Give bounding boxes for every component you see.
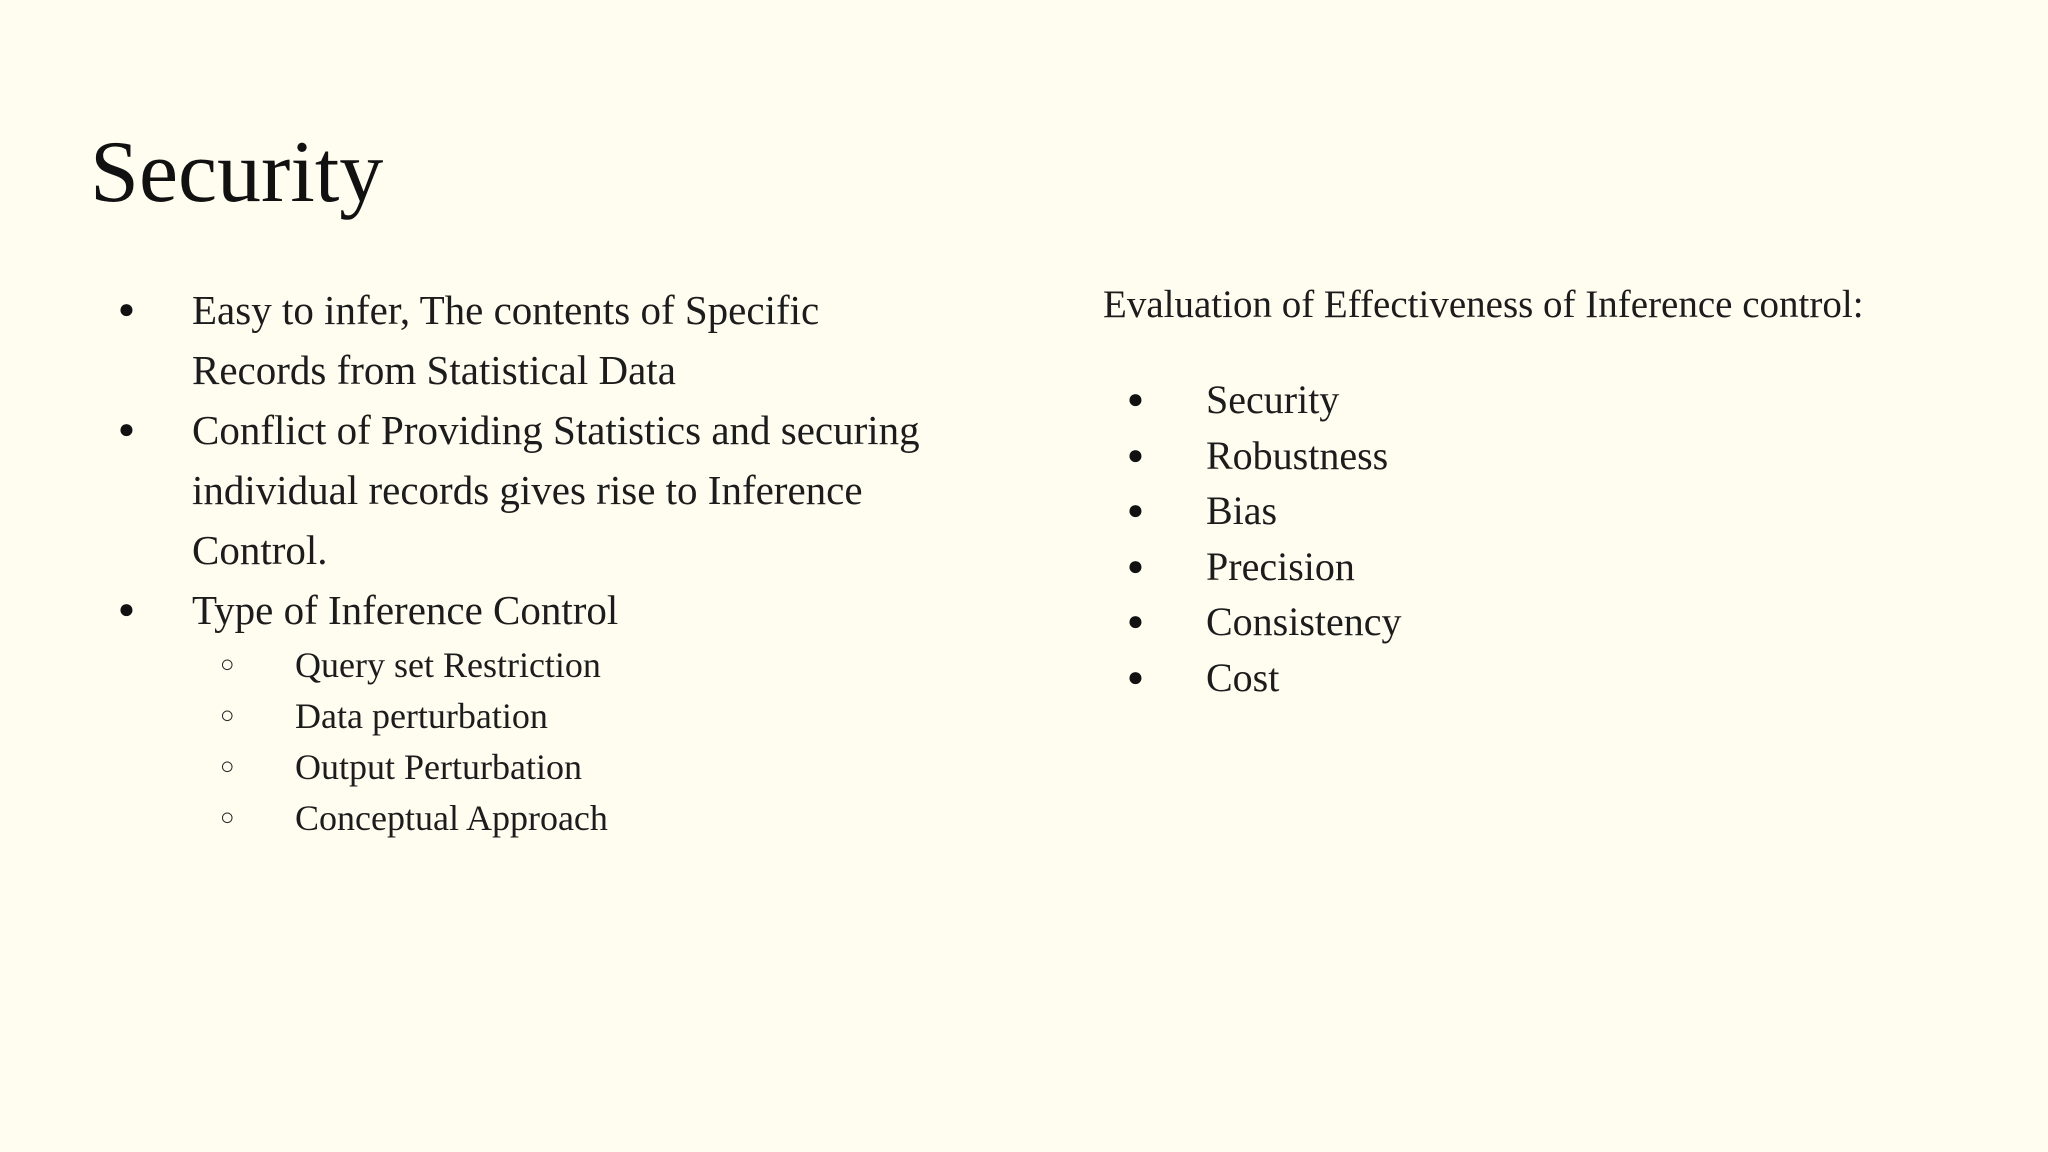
bullet-text: Easy to infer, The contents of Specific Records from Statistical Data bbox=[192, 287, 820, 393]
bullet-text: Consistency bbox=[1206, 599, 1402, 644]
bullet-list bbox=[100, 280, 960, 844]
right-column bbox=[1103, 280, 2003, 705]
sub-list-item bbox=[100, 742, 960, 793]
sub-bullet-text: Query set Restriction bbox=[295, 645, 601, 685]
list-item bbox=[1103, 594, 2003, 650]
circle-bullet-icon: ○ bbox=[220, 703, 235, 729]
bullet-icon: ● bbox=[1127, 606, 1144, 637]
sub-bullet-text: Data perturbation bbox=[295, 696, 548, 736]
bullet-icon: ● bbox=[118, 414, 135, 445]
bullet-icon: ● bbox=[1127, 384, 1144, 415]
bullet-text: Type of Inference Control bbox=[192, 587, 619, 633]
bullet-text: Security bbox=[1206, 377, 1340, 422]
list-item bbox=[1103, 483, 2003, 539]
sub-bullet-text: Output Perturbation bbox=[295, 747, 582, 787]
bullet-text: Bias bbox=[1206, 488, 1278, 533]
sub-list-item bbox=[100, 640, 960, 691]
bullet-text: Conflict of Providing Statistics and securing individual records gives rise to Inference Control. bbox=[192, 407, 920, 573]
bullet-text: Cost bbox=[1206, 654, 1280, 700]
list-item bbox=[1103, 539, 2003, 595]
bullet-icon: ● bbox=[1127, 550, 1144, 582]
list-item bbox=[1103, 428, 2003, 484]
list-item bbox=[100, 400, 960, 580]
bullet-icon: ● bbox=[118, 294, 135, 325]
list-item bbox=[100, 280, 960, 400]
bullet-icon: ● bbox=[118, 594, 135, 625]
sub-list-item bbox=[100, 691, 960, 742]
bullet-icon: ● bbox=[1127, 661, 1144, 693]
list-item bbox=[100, 580, 960, 844]
evaluation-heading: Evaluation of Effectiveness of Inference control: bbox=[1103, 283, 1864, 326]
evaluation-list bbox=[1103, 372, 2003, 705]
left-column bbox=[100, 280, 960, 844]
bullet-icon: ● bbox=[1127, 495, 1144, 526]
slide-title: Security bbox=[90, 124, 384, 221]
sub-bullet-text: Conceptual Approach bbox=[295, 798, 608, 838]
bullet-icon: ● bbox=[1127, 439, 1144, 471]
bullet-text: Precision bbox=[1206, 543, 1355, 589]
circle-bullet-icon: ○ bbox=[220, 805, 235, 831]
sub-bullet-list bbox=[192, 640, 960, 844]
circle-bullet-icon: ○ bbox=[220, 754, 235, 780]
sub-list-item bbox=[100, 793, 960, 844]
list-item bbox=[1103, 372, 2003, 428]
circle-bullet-icon: ○ bbox=[220, 652, 235, 678]
bullet-text: Robustness bbox=[1206, 432, 1389, 478]
list-item bbox=[1103, 650, 2003, 706]
